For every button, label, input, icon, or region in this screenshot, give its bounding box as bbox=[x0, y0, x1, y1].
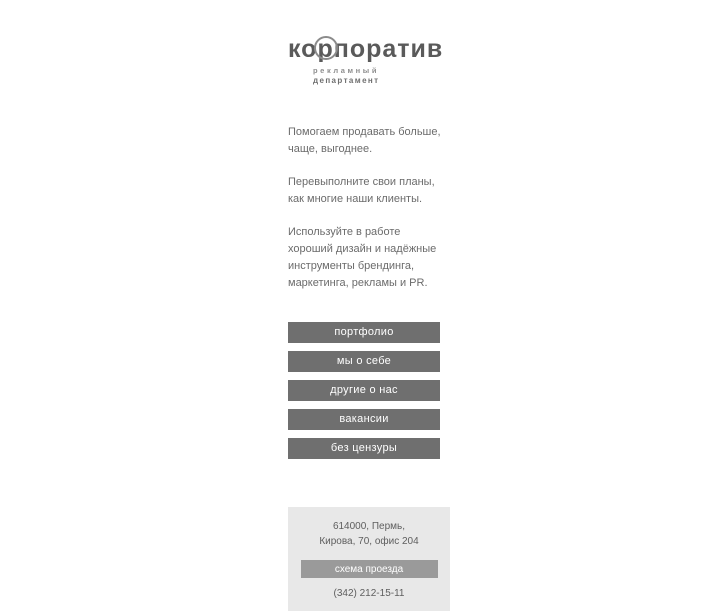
intro-paragraph-2: Перевыполните свои планы, как многие наши клиенты. bbox=[288, 176, 435, 205]
circle-outline-icon bbox=[314, 36, 338, 60]
nav-button-others-about-us[interactable]: другие о нас bbox=[288, 380, 440, 401]
logo-subtitle-1: рекламный bbox=[313, 66, 380, 75]
address-line-2: Кирова, 70, офис 204 bbox=[319, 536, 419, 547]
logo-wordmark bbox=[288, 34, 588, 64]
nav-button-uncensored[interactable]: без цензуры bbox=[288, 438, 440, 459]
intro-paragraph-1: Помогаем продавать больше, чаще, выгоднее. bbox=[288, 126, 441, 155]
intro-paragraph-3: Используйте в работе хороший дизайн и надёжные инструменты брендинга, маркетинга, рекламы и PR. bbox=[288, 226, 437, 289]
logo-subtitle-2: департамент bbox=[313, 76, 380, 85]
nav-button-about-us[interactable]: мы о себе bbox=[288, 351, 440, 372]
logo-word-text: корпоратив bbox=[288, 35, 444, 63]
site-logo[interactable] bbox=[288, 34, 588, 85]
content-column bbox=[288, 0, 588, 611]
address-line-1: 614000, Пермь, bbox=[332, 521, 406, 532]
main-nav bbox=[288, 322, 440, 459]
phone-number: (342) 212-15-11 bbox=[333, 588, 405, 599]
route-map-button[interactable]: схема проезда bbox=[301, 560, 438, 578]
nav-button-vacancies[interactable]: вакансии bbox=[288, 409, 440, 430]
contact-box bbox=[288, 507, 450, 611]
nav-button-portfolio[interactable]: портфолио bbox=[288, 322, 440, 343]
intro-text bbox=[288, 124, 588, 292]
